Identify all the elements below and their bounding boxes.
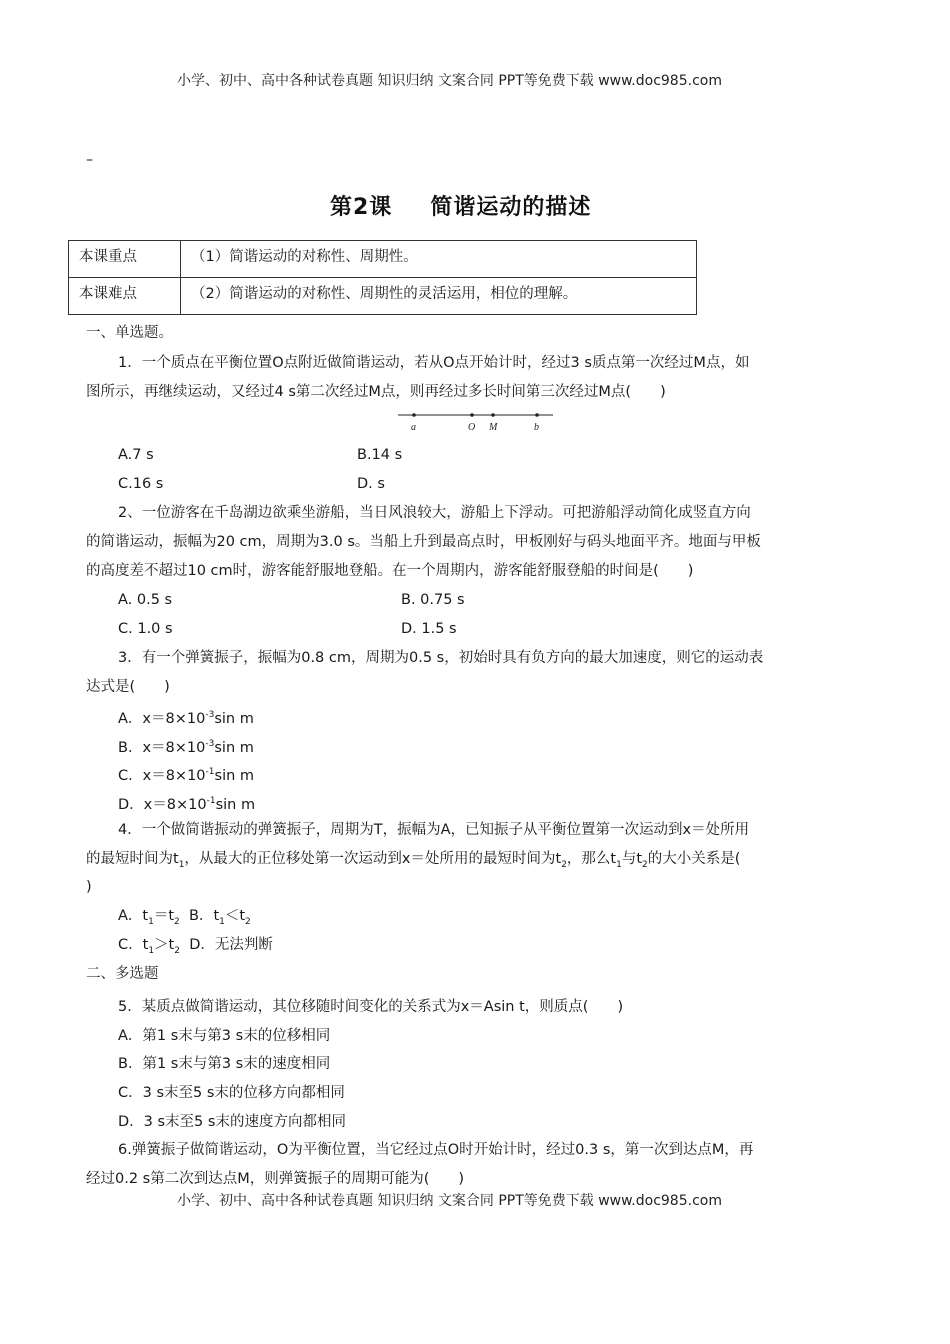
table-row — [69, 278, 697, 315]
q1-option-a: A.7 s — [118, 447, 154, 463]
q4-options-cd — [118, 935, 273, 961]
lesson-number: 第2课 — [330, 195, 393, 220]
point-a — [412, 413, 416, 417]
option-base: x＝8×10 — [142, 710, 206, 727]
q2-option-a: A. 0.5 s — [118, 592, 173, 608]
q3-option-a — [118, 705, 254, 729]
point-m — [491, 413, 495, 417]
option-base: x＝8×10 — [143, 796, 207, 813]
q5-option-b: B．第1 s末与第3 s末的速度相同 — [118, 1056, 331, 1072]
option-label: D． — [118, 796, 144, 813]
q6-line2: 经过0.2 s第二次到达点M，则弹簧振子的周期可能为( ) — [86, 1171, 465, 1187]
option-base: x＝8×10 — [142, 767, 206, 784]
label-a: a — [411, 422, 416, 433]
subscript: 2 — [642, 859, 648, 870]
section-single-choice: 一、单选题。 — [86, 325, 173, 341]
option-label: C． — [118, 937, 143, 953]
label-m: M — [489, 422, 498, 433]
q3-option-d — [118, 791, 255, 815]
option-op: ＞t — [154, 937, 175, 953]
point-b — [535, 413, 539, 417]
q6-line1: 6.弹簧振子做简谐运动，O为平衡位置，当它经过点O时开始计时，经过0.3 s，第一次到达点M，再 — [118, 1142, 754, 1158]
objectives-table — [68, 240, 697, 315]
label-b: b — [534, 422, 539, 433]
option-exponent: -1 — [206, 796, 216, 806]
option-var: t — [142, 908, 149, 924]
q1-option-d: D. s — [357, 476, 385, 492]
option-var: t — [213, 908, 220, 924]
q1-line2: 图所示，再继续运动，又经过4 s第二次经过M点，则再经过多长时间第三次经过M点( ) — [86, 384, 666, 400]
option-d: D．无法判断 — [189, 937, 273, 953]
subscript: 2 — [245, 916, 251, 927]
q4-line1: 4．一个做简谐振动的弹簧振子，周期为T，振幅为A，已知振子从平衡位置第一次运动到x＝处所用 — [118, 822, 750, 838]
option-op: ＝t — [153, 908, 175, 924]
q2-line2: 的简谐运动，振幅为20 cm，周期为3.0 s。当船上升到最高点时，甲板刚好与码头地面平齐。地面与甲板 — [86, 534, 761, 550]
q3-line2: 达式是( ) — [86, 679, 170, 695]
q1-option-c: C.16 s — [118, 476, 164, 492]
text-run: ，从最大的正位移处第一次运动到x＝处所用的最短时间为t — [184, 851, 562, 867]
q3-option-b — [118, 734, 254, 758]
subscript: 1 — [148, 945, 155, 956]
objective-value: （2）简谐运动的对称性、周期性的灵活运用，相位的理解。 — [181, 278, 697, 315]
option-label: B． — [188, 908, 214, 924]
dash-mark: – — [86, 152, 93, 168]
option-op: ＜t — [224, 908, 246, 924]
q2-option-b: B. 0.75 s — [401, 592, 465, 608]
table-row — [69, 241, 697, 278]
subscript: 1 — [178, 859, 185, 870]
label-o: O — [468, 422, 476, 433]
option-var: t — [142, 937, 149, 953]
text-run: 与t — [621, 851, 643, 867]
option-exponent: -3 — [205, 739, 215, 749]
q5-option-c: C．3 s末至5 s末的位移方向都相同 — [118, 1085, 345, 1101]
q4-line3: ) — [86, 879, 92, 895]
subscript: 2 — [561, 859, 567, 870]
objective-key: 本课难点 — [69, 278, 181, 315]
option-label: B． — [118, 739, 143, 756]
option-base: x＝8×10 — [142, 739, 206, 756]
q4-options-ab — [118, 906, 251, 932]
q3-line1: 3．有一个弹簧振子，振幅为0.8 cm，周期为0.5 s，初始时具有负方向的最大加速度，则它的运动表 — [118, 650, 764, 666]
option-tail: sin m — [214, 710, 254, 727]
q2-line3: 的高度差不超过10 cm时，游客能舒服地登船。在一个周期内，游客能舒服登船的时间是( ) — [86, 563, 694, 579]
point-o — [470, 413, 474, 417]
subscript: 1 — [616, 859, 622, 870]
subscript: 2 — [174, 916, 180, 927]
text-run: ，那么t — [566, 851, 617, 867]
option-label: A． — [118, 710, 143, 727]
option-tail: sin m — [214, 739, 254, 756]
option-exponent: -3 — [205, 710, 215, 720]
q5-option-a: A．第1 s末与第3 s末的位移相同 — [118, 1028, 331, 1044]
section-multi-choice: 二、多选题 — [86, 966, 159, 982]
subscript: 2 — [174, 945, 180, 956]
option-exponent: -1 — [205, 767, 215, 777]
option-tail: sin m — [215, 796, 256, 813]
q3-option-c — [118, 762, 254, 786]
q4-line2 — [86, 849, 740, 875]
page-title — [330, 190, 591, 221]
q5-option-d: D．3 s末至5 s末的速度方向都相同 — [118, 1114, 346, 1130]
objective-key: 本课重点 — [69, 241, 181, 278]
option-label: A． — [118, 908, 143, 924]
q2-option-c: C. 1.0 s — [118, 621, 173, 637]
option-label: C． — [118, 767, 143, 784]
subscript: 1 — [148, 916, 154, 927]
q1-option-b: B.14 s — [357, 447, 403, 463]
subscript: 1 — [219, 916, 225, 927]
text-run: 的大小关系是( — [647, 851, 741, 867]
option-tail: sin m — [214, 767, 255, 784]
q5-line1: 5．某质点做简谐运动，其位移随时间变化的关系式为x＝Asin t，则质点( ) — [118, 999, 624, 1015]
q1-line1: 1．一个质点在平衡位置O点附近做简谐运动，若从O点开始计时，经过3 s质点第一次经过M点，如 — [118, 355, 750, 371]
page-footer: 小学、初中、高中各种试卷真题 知识归纳 文案合同 PPT等免费下载 www.doc985.com — [177, 1193, 722, 1209]
q2-option-d: D. 1.5 s — [401, 621, 457, 637]
q1-figure — [398, 408, 558, 434]
page-header: 小学、初中、高中各种试卷真题 知识归纳 文案合同 PPT等免费下载 www.doc985.com — [177, 73, 722, 89]
q2-line1: 2、一位游客在千岛湖边欲乘坐游船，当日风浪较大，游船上下浮动。可把游船浮动简化成竖直方向 — [118, 505, 751, 521]
text-run: 的最短时间为t — [86, 851, 179, 867]
objective-value: （1）简谐运动的对称性、周期性。 — [181, 241, 697, 278]
lesson-name: 简谐运动的描述 — [430, 195, 592, 220]
